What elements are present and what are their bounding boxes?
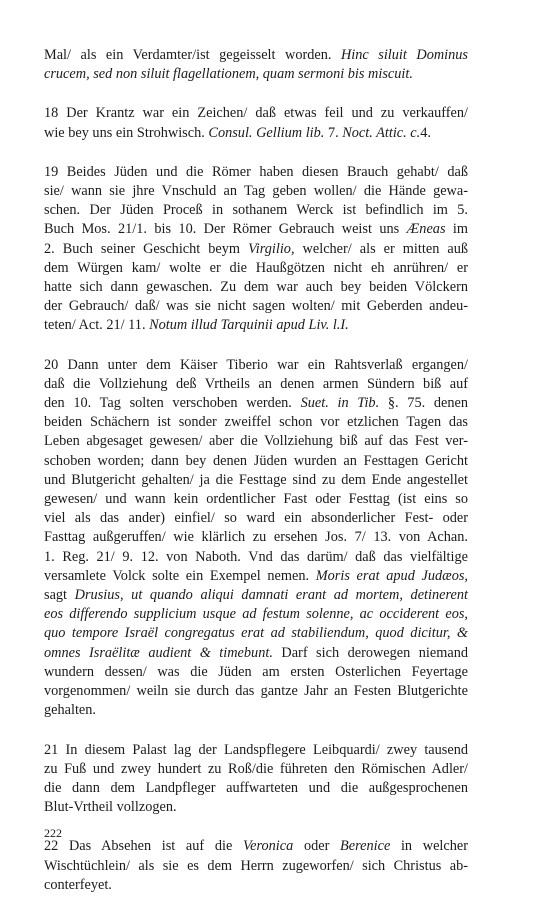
text-run: welcher/ als er mitten auß [294, 240, 468, 257]
italic-latin-text: Veronica [242, 838, 294, 855]
text-run: versamlete Volck solte ein Exempel nemen. [44, 567, 316, 584]
text-run: viel als das ander) einfiel/ so ward ein absonderlicher Fest- oder [44, 510, 468, 527]
text-line [44, 682, 468, 701]
text-run: der Gebrauch/ daß/ was sie nicht sagen wolten/ mit Geberden andeu- [44, 298, 468, 315]
italic-latin-text: crucem, sed non siluit flagellationem, quam sermoni bis miscuit. [44, 66, 413, 83]
italic-latin-text: Hinc siluit Dominus [340, 47, 468, 63]
text-run: schoben worden; dann bey denen Jüden wurden an Festtagen Gericht [44, 452, 468, 469]
text-line [44, 297, 468, 316]
text-run: Blut-Vrtheil vollzogen. [44, 799, 177, 816]
text-run: im [445, 221, 468, 238]
text-line [44, 857, 468, 876]
text-line [44, 701, 468, 720]
text-run: sie/ wann sie jhre Vnschuld an Tag geben wollen/ die Hände gewa- [44, 183, 468, 200]
italic-latin-text: Moris erat apud Judæos, [315, 567, 468, 584]
paragraph [44, 837, 468, 895]
text-run: vorgenommen/ weiln sie durch das gantze Jahr an Festen Blutgerichte [44, 683, 468, 700]
text-line [44, 182, 468, 201]
text-line [44, 471, 468, 490]
text-line [44, 798, 468, 817]
text-run: wundern dessen/ was die Jüden am ersten Osterlichen Feyertage [44, 663, 468, 680]
text-line [44, 490, 468, 509]
text-line [44, 394, 468, 413]
text-line [44, 104, 468, 123]
text-run: die dann dem Landpfleger auffwarteten und die außgesprochenen [44, 779, 468, 796]
text-run: schen. Der Jüden Proceß in sothanem Werck ist befindlich im 5. [44, 202, 468, 219]
text-run: daß die Vollziehung deß Vrtheils an denen armen Sündern biß auf [44, 375, 468, 392]
text-line [44, 259, 468, 278]
italic-latin-text: omnes Israëlitæ audient & timebunt. [44, 644, 273, 661]
text-line [44, 644, 468, 663]
text-line [44, 201, 468, 220]
text-line [44, 567, 468, 586]
text-line [44, 741, 468, 760]
text-run: 22 Das Absehen ist auf die [44, 838, 243, 855]
text-run: beiden Schächern ist sonder zweiffel schon vor etzlichen Tagen das [44, 414, 468, 431]
italic-latin-text: quo tempore Israël congregatus erat ad stabiliendum, quod dicitur, & [44, 625, 468, 642]
text-line [44, 663, 468, 682]
text-run: §. 75. denen [379, 395, 468, 412]
italic-latin-text: Consul. Gellium lib. [208, 124, 325, 141]
text-run: 21 In diesem Palast lag der Landspflegere Leibquardi/ zwey tausend [44, 741, 468, 758]
text-run: 18 Der Krantz war ein Zeichen/ daß etwas feil und zu verkauffen/ [44, 105, 468, 122]
text-line [44, 760, 468, 779]
text-line [44, 624, 468, 643]
text-line [44, 586, 468, 605]
text-line [44, 432, 468, 451]
text-run: Darf sich derowegen niemand [272, 644, 468, 661]
text-run: den 10. Tag solten verschoben werden. [44, 395, 301, 412]
text-run: 19 Beides Jüden und die Römer haben diesen Brauch gehabt/ daß [44, 163, 468, 180]
text-run: 7. [324, 124, 343, 141]
text-line [44, 509, 468, 528]
text-line [44, 65, 468, 84]
text-line [44, 837, 468, 856]
text-line [44, 124, 468, 143]
text-run: Mal/ als ein Verdamter/ist gegeisselt worden. [44, 47, 341, 63]
text-run: gehalten. [44, 702, 97, 719]
text-line [44, 528, 468, 547]
text-line [44, 452, 468, 471]
italic-latin-text: Notum illud Tarquinii apud Liv. l.I. [149, 317, 349, 334]
text-run: conterfeyet. [44, 876, 112, 893]
text-run: dem Würgen kam/ wolte er die Haußgötzen nicht eh anrühren/ er [44, 259, 468, 276]
text-run: und Blutgericht gehalten/ ja die Festtage sind zu dem Ende angestellet [44, 471, 468, 488]
text-line [44, 220, 468, 239]
text-line [44, 163, 468, 182]
text-line [44, 278, 468, 297]
text-line [44, 240, 468, 259]
text-run: Fasttag außgeruffen/ wie klärlich zu ersehen Jos. 7/ 13. von Achan. [44, 529, 468, 546]
paragraph [44, 356, 468, 721]
text-line [44, 605, 468, 624]
paragraph [44, 741, 468, 818]
text-run: 1. Reg. 21/ 9. 12. von Naboth. Vnd das darüm/ daß das vielfältige [44, 548, 468, 565]
text-line [44, 316, 468, 335]
text-line [44, 356, 468, 375]
text-line [44, 46, 468, 65]
italic-latin-text: Æneas [406, 221, 446, 238]
text-run: wie bey uns ein Strohwisch. [44, 124, 209, 141]
text-run: teten/ Act. 21/ 11. [44, 317, 150, 334]
italic-latin-text: Suet. in Tib. [300, 395, 380, 412]
paragraph [44, 104, 468, 142]
paragraph [44, 163, 468, 336]
text-line [44, 876, 468, 895]
page-text [44, 46, 468, 915]
italic-latin-text: Drusius, ut quando aliqui damnati erant ad mortem, detinerent [74, 587, 468, 604]
text-line [44, 548, 468, 567]
italic-latin-text: Berenice [340, 838, 391, 855]
paragraph [44, 46, 468, 84]
italic-latin-text: Noct. Attic. c. [342, 124, 421, 141]
text-run: 2. Buch seiner Geschicht beym [44, 240, 249, 257]
text-line [44, 779, 468, 798]
text-run: 20 Dann unter dem Käiser Tiberio war ein Rahtsverlaß ergangen/ [44, 356, 468, 373]
text-line [44, 413, 468, 432]
text-run: hatte sich dann gewaschen. Zu dem war auch bey beiden Völckern [44, 279, 468, 296]
text-run: gewesen/ und wann kein ordentlicher Fast oder Festtag (ist eins so [44, 491, 468, 508]
text-run: sagt [44, 587, 75, 604]
italic-latin-text: eos differendo supplicium usque ad festum solenne, ac occiderent eos, [44, 606, 468, 623]
text-run: Buch Mos. 21/1. bis 10. Der Römer Gebrauch weist uns [44, 221, 407, 238]
text-run: 4. [420, 124, 431, 141]
text-run: Wischtüchlein/ als sie es dem Herrn zugeworfen/ sich Christus ab- [44, 857, 468, 874]
text-run: oder [293, 838, 341, 855]
page-number: 222 [44, 826, 62, 840]
text-line [44, 375, 468, 394]
text-run: zu Fuß und zwey hundert zu Roß/die führeten den Römischen Adler/ [44, 760, 468, 777]
italic-latin-text: Virgilio, [248, 240, 295, 257]
text-run: Leben abgesaget gewesen/ aber die Vollziehung biß auf das Fest ver- [44, 433, 468, 450]
text-run: in welcher [390, 838, 468, 855]
